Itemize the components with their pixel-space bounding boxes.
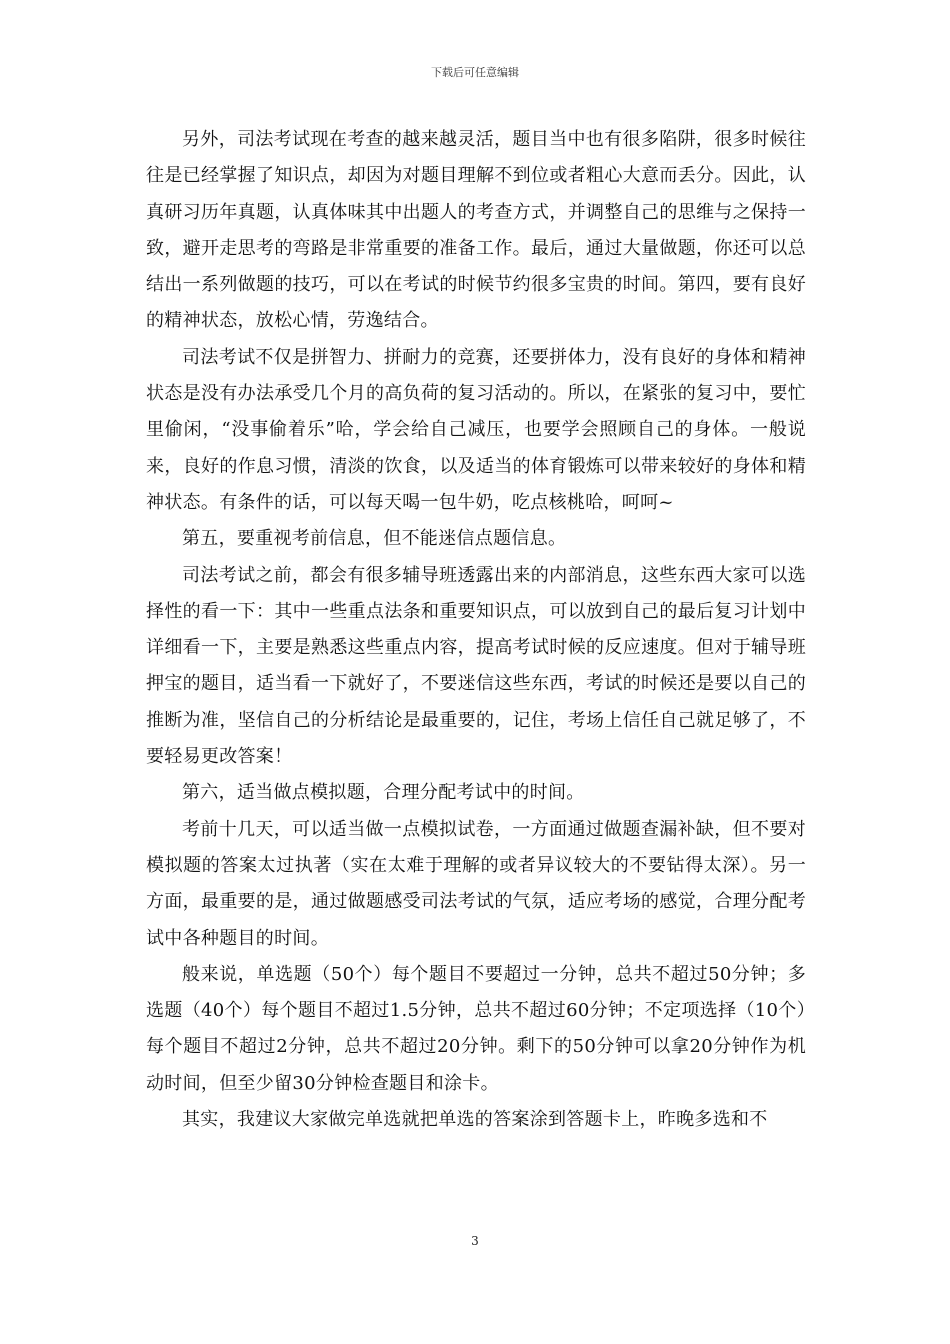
paragraph: 般来说，单选题（50个）每个题目不要超过一分钟，总共不超过50分钟；多选题（40个）每个题目不超过1.5分钟，总共不超过60分钟；不定项选择（10个）每个题目不超过2分钟，总共不超过20分钟。剩下的50分钟可以拿20分钟作为机动时间，但至少留30分钟检查题目和涂卡。 — [146, 963, 806, 1094]
section-heading: 第五，要重视考前信息，但不能迷信点题信息。 — [182, 528, 567, 550]
paragraph: 另外，司法考试现在考查的越来越灵活，题目当中也有很多陷阱，很多时候往往是已经掌握了知识点，却因为对题目理解不到位或者粗心大意而丢分。因此，认真研习历年真题，认真体味其中出题人的考查方式，并调整自己的思维与之保持一致，避开走思考的弯路是非常重要的准备工作。最后，通过大量做题，你还可以总结出一系列做题的技巧，可以在考试的时候节约很多宝贵的时间。第四，要有良好的精神状态，放松心情，劳逸结合。 — [146, 129, 806, 332]
page-number: 3 — [471, 1234, 479, 1248]
paragraph: 其实，我建议大家做完单选就把单选的答案涂到答题卡上，昨晚多选和不 — [182, 1109, 768, 1131]
document-body — [146, 122, 806, 1138]
paragraph: 考前十几天，可以适当做一点模拟试卷，一方面通过做题查漏补缺，但不要对模拟题的答案太过执著（实在太难于理解的或者异议较大的不要钻得太深）。另一方面，最重要的是，通过做题感受司法考试的气氛，适应考场的感觉，合理分配考试中各种题目的时间。 — [146, 818, 806, 949]
page-header: 下载后可任意编辑 — [431, 66, 519, 79]
paragraph: 司法考试不仅是拼智力、拼耐力的竞赛，还要拼体力，没有良好的身体和精神状态是没有办法承受几个月的高负荷的复习活动的。所以，在紧张的复习中，要忙里偷闲，“没事偷着乐”哈，学会给自己减压，也要学会照顾自己的身体。一般说来，良好的作息习惯，清淡的饮食，以及适当的体育锻炼可以带来较好的身体和精神状态。有条件的话，可以每天喝一包牛奶，吃点核桃哈，呵呵~ — [146, 346, 806, 513]
section-heading: 第六，适当做点模拟题，合理分配考试中的时间。 — [182, 782, 585, 804]
paragraph: 司法考试之前，都会有很多辅导班透露出来的内部消息，这些东西大家可以选择性的看一下：其中一些重点法条和重要知识点，可以放到自己的最后复习计划中详细看一下，主要是熟悉这些重点内容，提高考试时候的反应速度。但对于辅导班押宝的题目，适当看一下就好了，不要迷信这些东西，考试的时候还是要以自己的推断为准，坚信自己的分析结论是最重要的，记住，考场上信任自己就足够了，不要轻易更改答案！ — [146, 564, 806, 768]
